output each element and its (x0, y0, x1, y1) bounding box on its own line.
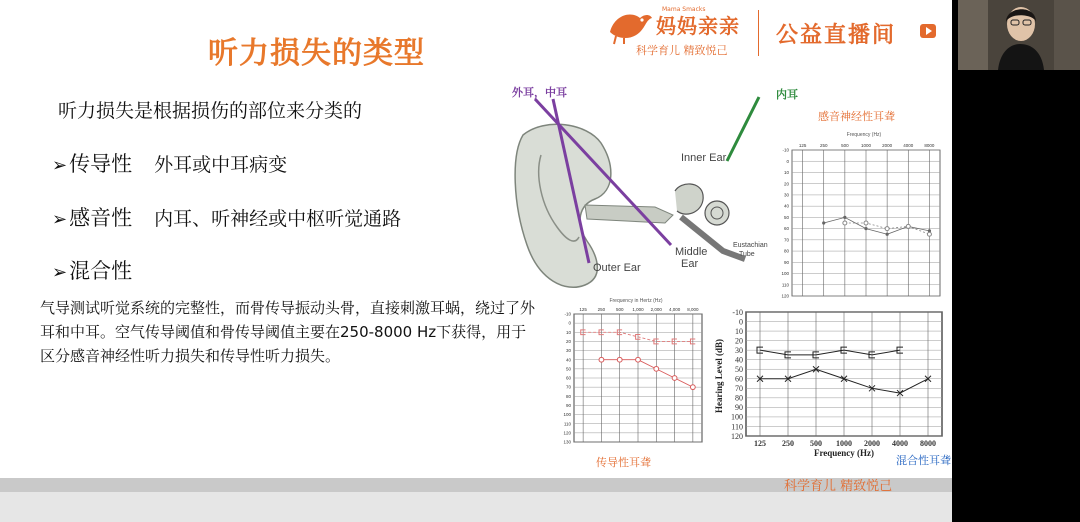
sensorineural-chart-title: 感音神经性耳聋 (818, 110, 895, 123)
y-tick-label: 30 (783, 192, 789, 198)
slide-intro: 听力损失是根据损伤的部位来分类的 (58, 100, 363, 122)
type-desc: 外耳或中耳病变 (154, 154, 288, 176)
y-tick-label: 80 (783, 248, 789, 254)
y-tick-label: 10 (735, 326, 743, 336)
y-tick-label: 100 (563, 412, 571, 418)
data-point (822, 221, 825, 224)
y-tick-label: 10 (783, 170, 789, 176)
x-tick-label: 250 (597, 307, 606, 312)
mixed-audiogram (712, 304, 948, 462)
y-tick-label: 130 (563, 439, 571, 445)
y-tick-label: 110 (731, 422, 743, 432)
data-point (864, 227, 867, 230)
inner-ear-text: Inner Ear (681, 152, 727, 164)
x-tick-label: 2,000 (650, 307, 662, 312)
middle-ear-text: Middle (675, 246, 708, 258)
data-point (654, 366, 659, 371)
y-tick-label: 40 (565, 357, 571, 363)
x-tick-label: 500 (841, 143, 849, 148)
y-tick-label: 40 (783, 203, 789, 209)
arrow-bullet-icon: ➢ (52, 209, 68, 230)
y-tick-label: 80 (735, 393, 743, 403)
x-tick-label: 8,000 (687, 307, 699, 312)
brand-tagline: 科学育儿 精致悦己 (636, 44, 728, 57)
data-point (636, 357, 641, 362)
type-conductive (52, 148, 287, 178)
middle-ear-text-2: Ear (681, 258, 699, 270)
y-tick-label: 90 (735, 403, 743, 413)
y-tick-label: 70 (565, 384, 571, 390)
type-name: 感音性 (69, 206, 133, 230)
y-tick-label: -10 (564, 311, 571, 317)
y-tick-label: 20 (783, 181, 789, 187)
x-tick-label: 1000 (836, 439, 852, 448)
y-tick-label: 120 (563, 430, 571, 436)
data-point (885, 227, 889, 231)
inner-ear-label: 内耳 (776, 88, 798, 101)
data-point (617, 357, 622, 362)
mixed-chart-title: 混合性耳聋 (896, 454, 951, 467)
conductive-chart-title: 传导性耳聋 (596, 456, 651, 469)
x-tick-label: 4000 (903, 143, 914, 148)
ear-anatomy-diagram (505, 95, 775, 300)
footer-text: 科学育儿 精致悦己 (784, 479, 893, 494)
data-point (599, 357, 604, 362)
y-tick-label: 20 (735, 336, 743, 346)
bird-logo-icon (606, 6, 654, 46)
logo-divider (758, 10, 759, 56)
x-tick-label: 1,000 (632, 307, 644, 312)
y-tick-label: 50 (783, 214, 789, 220)
x-tick-label: 125 (798, 143, 807, 148)
presenter-webcam (958, 0, 1080, 70)
y-tick-label: 30 (565, 348, 571, 354)
y-tick-label: 80 (565, 393, 571, 399)
type-sensorineural (52, 202, 401, 232)
live-room-label: 公益直播间 (776, 23, 897, 48)
y-axis-title: Hearing Level (dB) (714, 339, 724, 413)
data-point (843, 216, 846, 219)
type-mixed (52, 255, 132, 285)
x-tick-label: 2000 (864, 439, 880, 448)
x-tick-label: 125 (579, 307, 587, 312)
y-tick-label: 50 (565, 366, 571, 372)
y-tick-label: 100 (731, 412, 743, 422)
type-name: 传导性 (69, 152, 133, 176)
y-tick-label: 40 (735, 355, 743, 365)
x-tick-label: 500 (810, 439, 822, 448)
eustachian-text: Eustachian (733, 242, 768, 249)
data-point (672, 376, 677, 381)
x-axis-title: Frequency (Hz) (813, 448, 875, 458)
y-tick-label: -10 (782, 147, 789, 153)
x-tick-label: 8000 (924, 143, 935, 148)
footer-band (0, 492, 952, 522)
x-tick-label: 4000 (892, 439, 908, 448)
slide-paragraph: 气导测试听觉系统的完整性，而骨传导振动头骨，直接刺激耳蜗，绕过了外耳和中耳。空气传导阈值和骨传导阈值主要在250-8000 Hz下获得，用于区分感音神经性听力损失和传导性听力损失。 (40, 299, 536, 365)
data-point (843, 221, 847, 225)
y-tick-label: 10 (565, 329, 571, 335)
slide-title: 听力损失的类型 (208, 36, 425, 71)
arrow-bullet-icon: ➢ (52, 155, 68, 176)
brand-logo (606, 4, 936, 60)
play-icon (920, 24, 936, 38)
outer-ear-text: Outer Ear (593, 262, 641, 274)
x-tick-label: 250 (819, 143, 828, 148)
y-tick-label: 90 (783, 259, 789, 265)
brand-small-text: Mama Smacks (662, 6, 706, 13)
data-point (864, 221, 868, 225)
y-tick-label: 30 (735, 345, 743, 355)
data-point (690, 385, 695, 390)
y-tick-label: -10 (732, 307, 743, 317)
series-line (601, 360, 692, 387)
type-name: 混合性 (69, 259, 133, 283)
y-tick-label: 100 (781, 271, 789, 277)
arrow-bullet-icon: ➢ (52, 262, 68, 283)
y-tick-label: 90 (565, 403, 571, 409)
y-tick-label: 120 (731, 431, 743, 441)
series-line (760, 350, 900, 355)
conductive-audiogram (556, 296, 706, 446)
type-desc: 内耳、听神经或中枢听觉通路 (154, 208, 402, 230)
brand-name: 妈妈亲亲 (656, 14, 740, 38)
y-tick-label: 60 (565, 375, 571, 381)
data-point (886, 233, 889, 236)
y-tick-label: 110 (781, 282, 789, 288)
x-axis-title: Frequency (Hz) (846, 132, 882, 138)
data-point (927, 232, 931, 236)
y-tick-label: 120 (781, 293, 789, 299)
y-tick-label: 70 (735, 384, 743, 394)
y-tick-label: 0 (739, 317, 743, 327)
presenter-video-icon (958, 0, 1080, 70)
sensorineural-audiogram (772, 128, 944, 300)
y-tick-label: 0 (568, 320, 571, 326)
data-point (906, 224, 910, 228)
x-tick-label: 1000 (860, 143, 872, 148)
y-tick-label: 20 (565, 339, 571, 345)
outer-middle-ear-label: 外耳，中耳 (512, 86, 567, 99)
x-tick-label: 2000 (882, 143, 893, 148)
y-tick-label: 60 (783, 226, 789, 232)
x-tick-label: 250 (782, 439, 794, 448)
y-tick-label: 50 (735, 365, 743, 375)
x-tick-label: 8000 (920, 439, 936, 448)
y-tick-label: 60 (735, 374, 743, 384)
y-tick-label: 70 (783, 237, 789, 243)
eustachian-text-2: Tube (739, 251, 755, 258)
x-tick-label: 4,000 (668, 307, 681, 312)
y-tick-label: 0 (786, 158, 789, 164)
x-tick-label: 125 (754, 439, 766, 448)
x-axis-title: Frequency in Hertz (Hz) (609, 298, 663, 304)
x-tick-label: 500 (615, 307, 624, 312)
y-tick-label: 110 (563, 421, 571, 427)
